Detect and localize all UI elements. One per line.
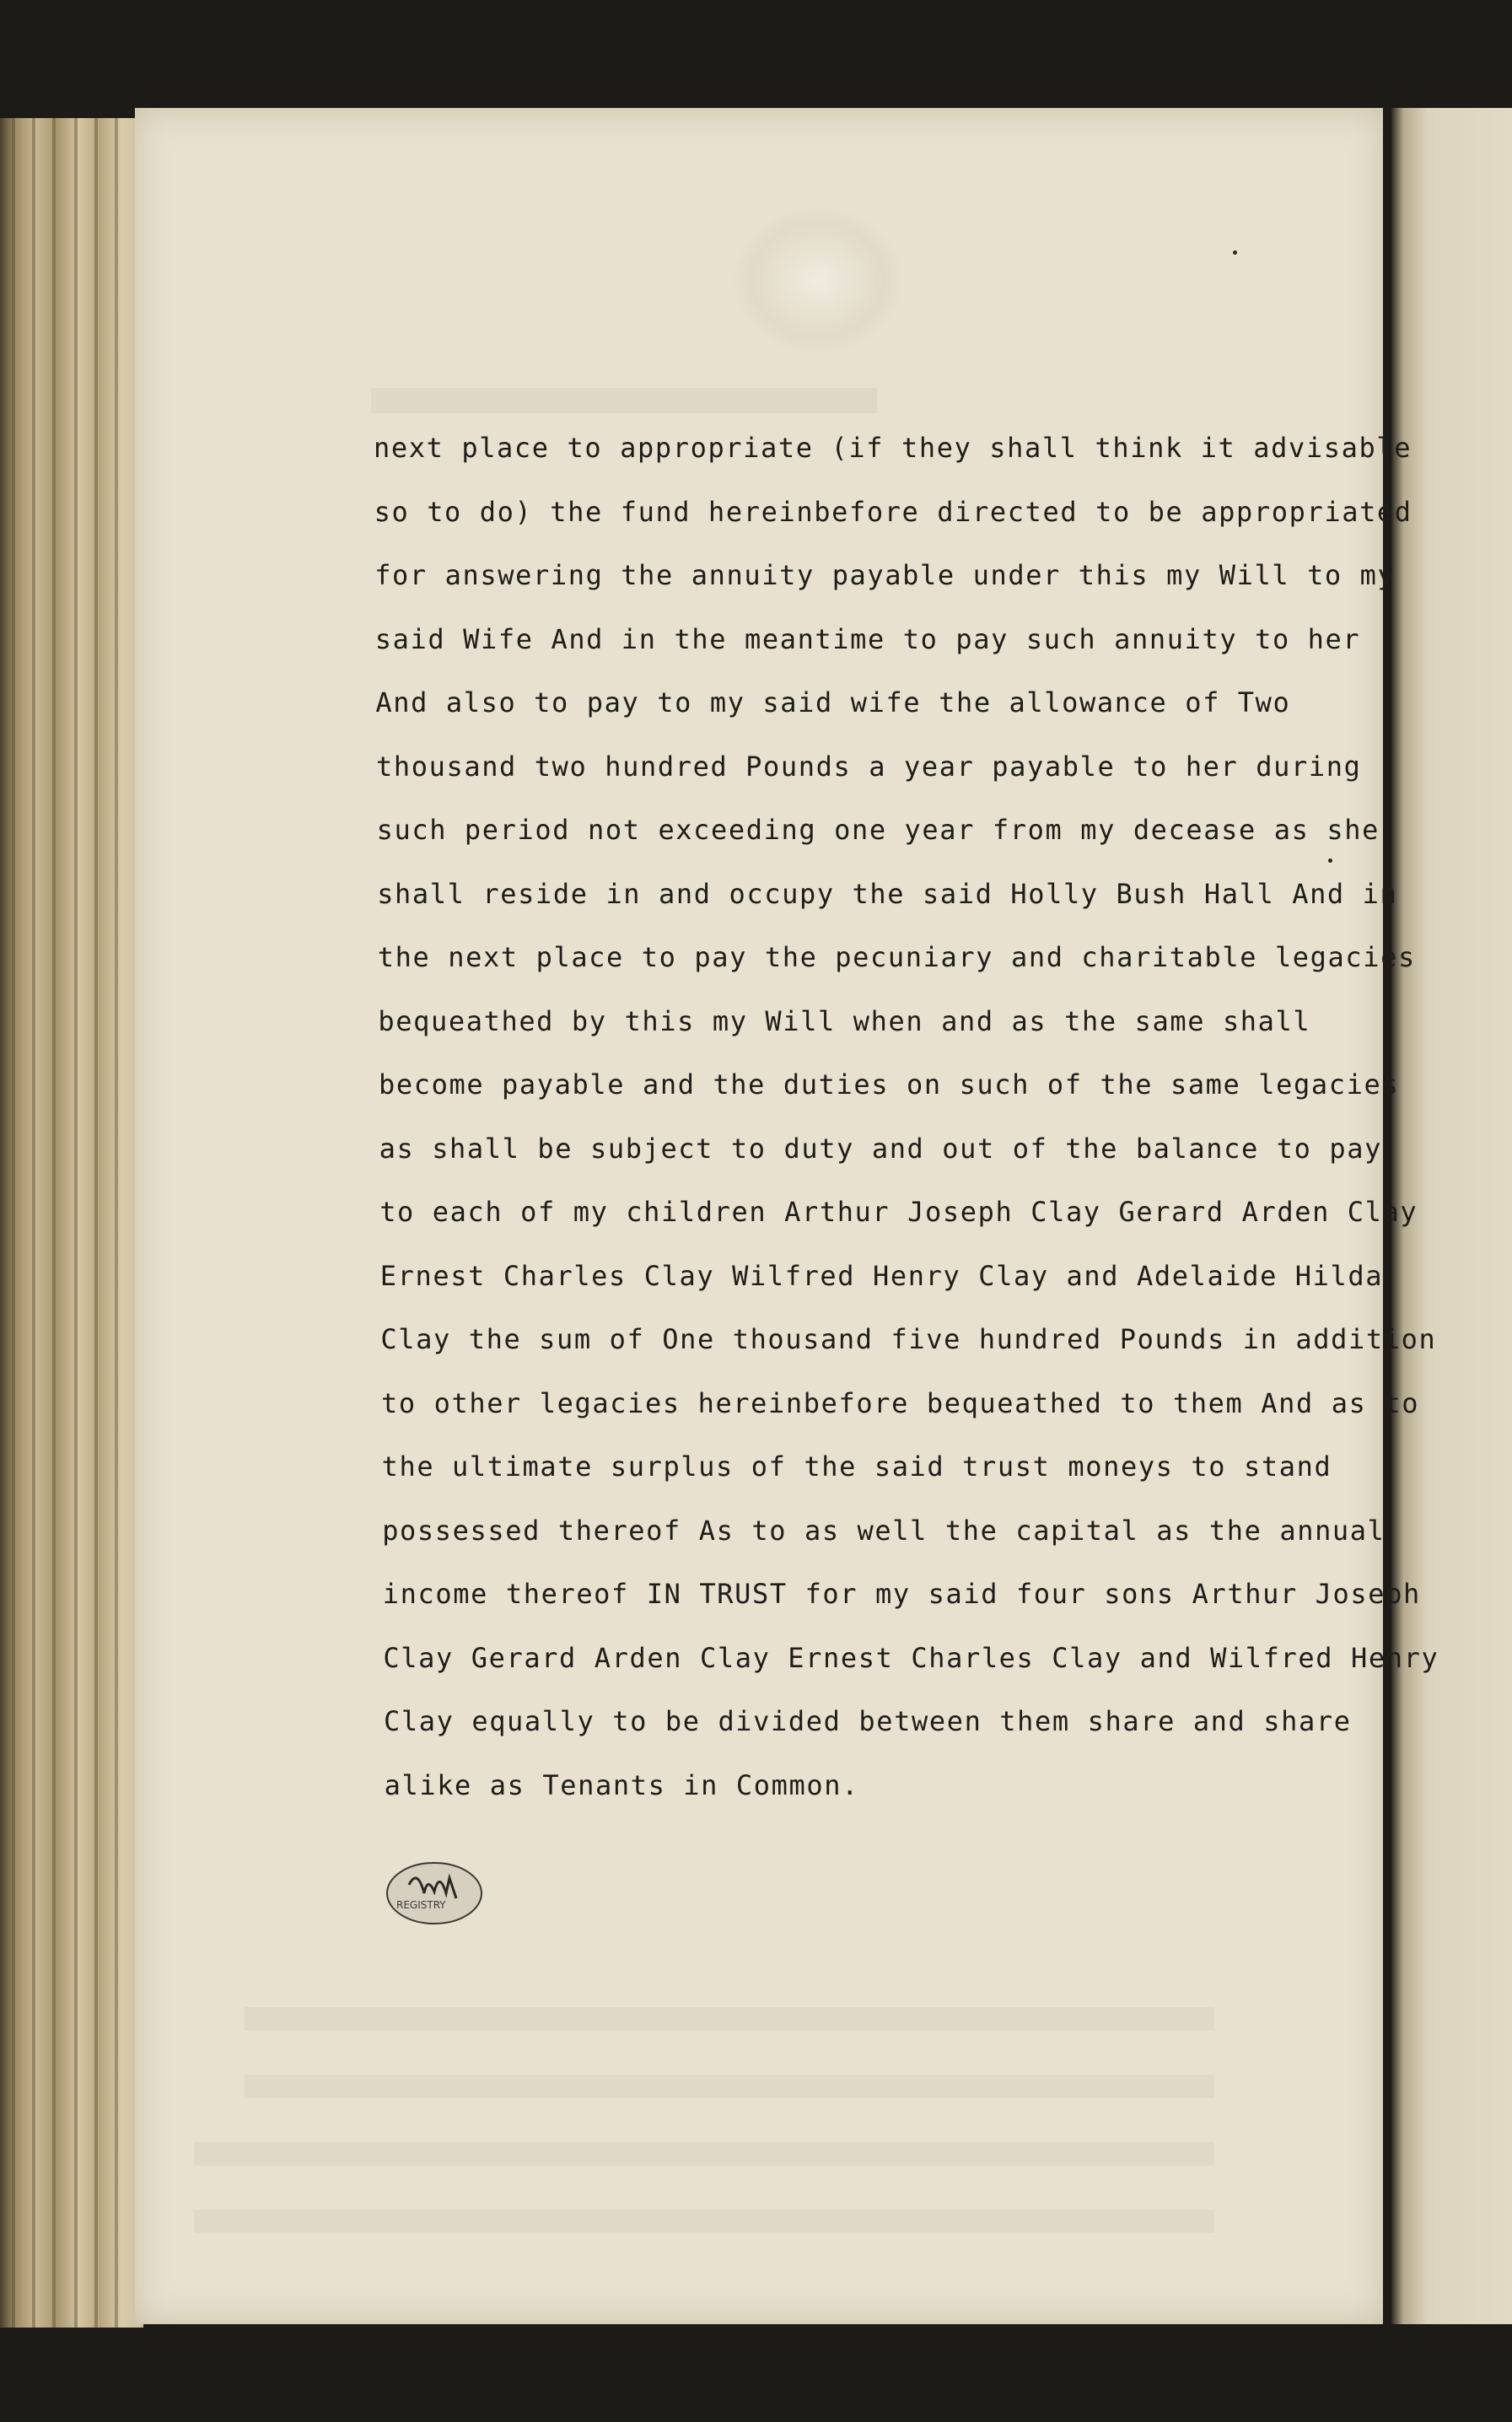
- text-line: said Wife And in the meantime to pay such annuity to her: [374, 622, 1361, 655]
- text-line: next place to appropriate (if they shall think it advisable: [374, 432, 1412, 464]
- speck: [1328, 858, 1332, 863]
- text-line: to other legacies hereinbefore bequeathed to them And as to: [381, 1386, 1420, 1419]
- embossed-seal: [734, 207, 902, 354]
- text-line: the ultimate surplus of the said trust moneys to stand: [381, 1451, 1332, 1483]
- stamp-label: REGISTRY: [396, 1899, 446, 1911]
- book-edge-left: [0, 118, 143, 2328]
- text-line: bequeathed by this my Will when and as the same shall: [378, 1004, 1311, 1037]
- text-line: such period not exceeding one year from my decease as she: [376, 814, 1380, 846]
- text-line: Clay equally to be divided between them share and share: [384, 1705, 1352, 1737]
- text-line: possessed thereof As to as well the capital as the annual: [382, 1514, 1386, 1547]
- text-line: so to do) the fund hereinbefore directed to be appropriated: [374, 495, 1412, 528]
- speck: [1233, 250, 1237, 255]
- text-line: income thereof IN TRUST for my said four sons Arthur Joseph: [382, 1578, 1421, 1610]
- registry-stamp: [384, 1860, 485, 1927]
- text-line: Clay Gerard Arden Clay Ernest Charles Clay and Wilfred Henry: [383, 1641, 1439, 1674]
- text-line: become payable and the duties on such of the same legacies: [379, 1068, 1400, 1101]
- text-line: Clay the sum of One thousand five hundred Pounds in addition: [380, 1323, 1437, 1355]
- text-line: Ernest Charles Clay Wilfred Henry Clay and Adelaide Hilda: [379, 1259, 1384, 1292]
- text-line: shall reside in and occupy the said Holly Bush Hall And in: [377, 877, 1398, 910]
- text-line: alike as Tenants in Common.: [384, 1768, 859, 1801]
- text-line: for answering the annuity payable under this my Will to my: [374, 559, 1396, 591]
- text-line: thousand two hundred Pounds a year payable to her during: [376, 750, 1362, 783]
- text-line: the next place to pay the pecuniary and charitable legacies: [377, 941, 1416, 973]
- text-line: as shall be subject to duty and out of the balance to pay: [379, 1132, 1382, 1165]
- text-line: And also to pay to my said wife the allowance of Two: [375, 686, 1291, 719]
- text-line: to each of my children Arthur Joseph Clay Gerard Arden Clay: [379, 1196, 1418, 1228]
